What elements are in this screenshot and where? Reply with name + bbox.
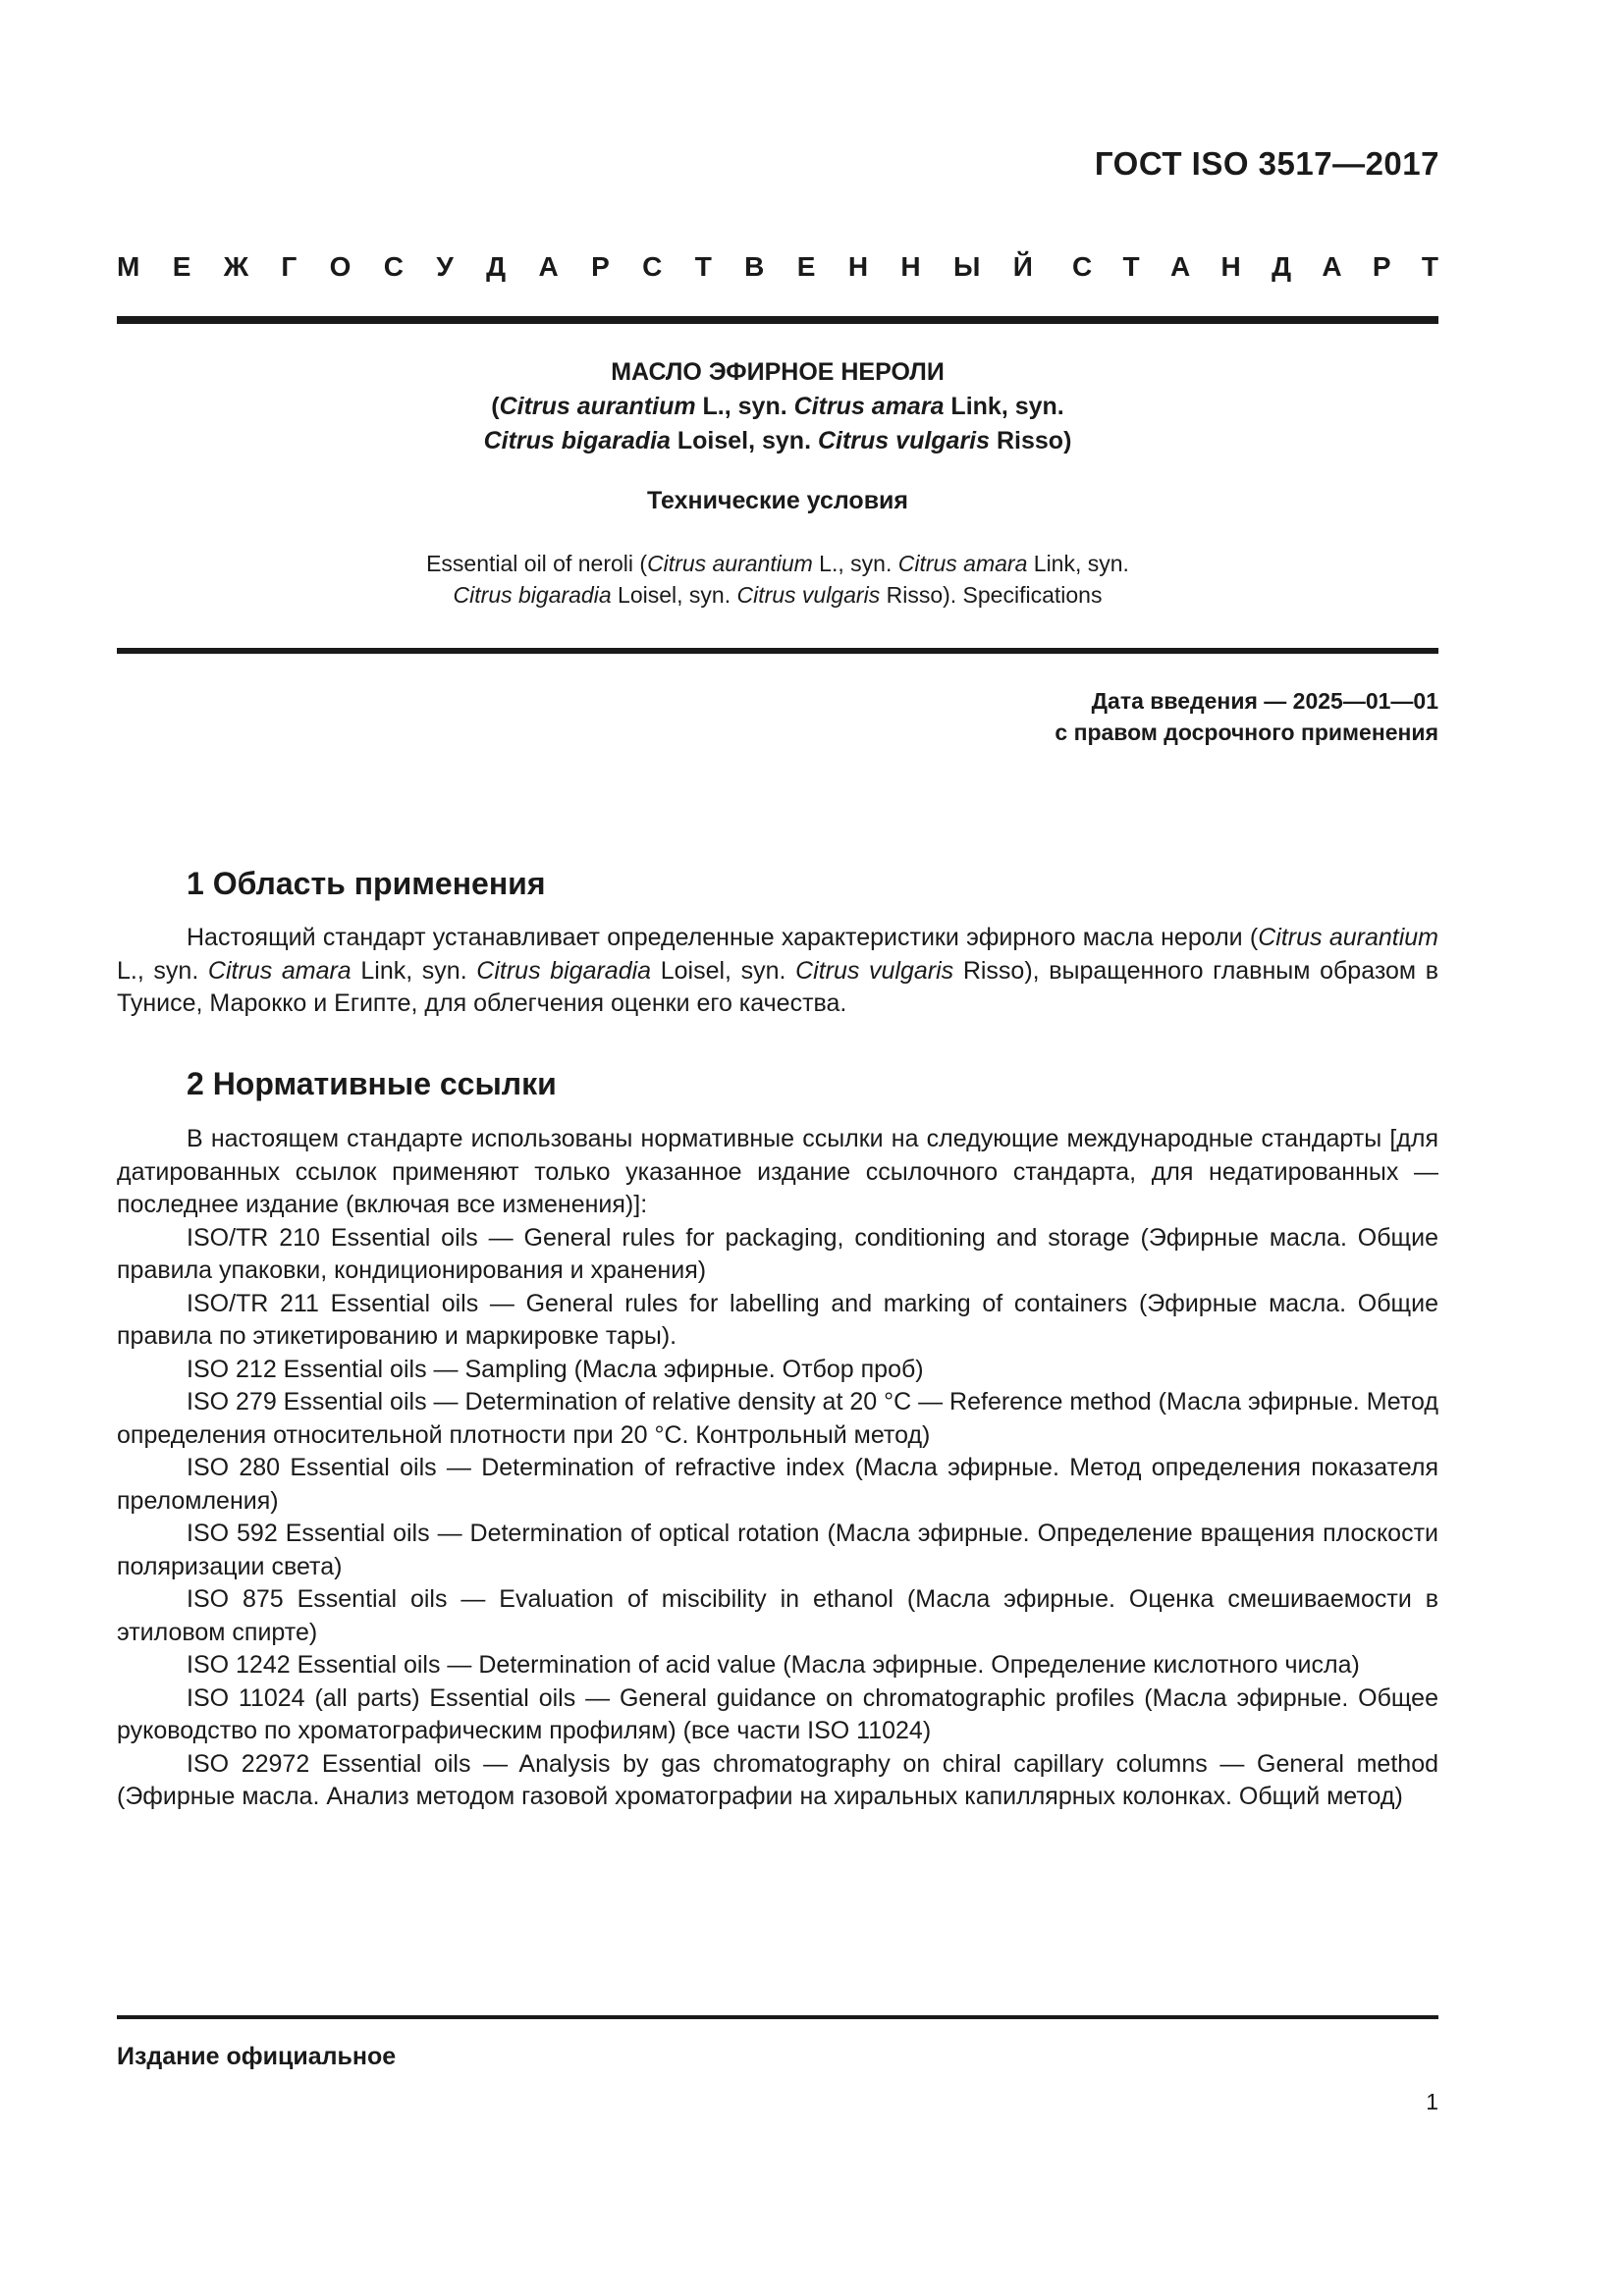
title-rule — [117, 648, 1438, 654]
title-line-2: (Citrus aurantium L., syn. Citrus amara Link, syn. — [491, 393, 1064, 420]
references-intro: В настоящем стандарте использованы нормативные ссылки на следующие международные стандарты [для датированных ссылок применяют только указанное издание ссылочного стандарта, для недатированных — последнее издание (включая все изменения)]: — [117, 1125, 1438, 1218]
species-name: Citrus vulgaris — [817, 427, 991, 454]
early-application-note: с правом досрочного применения — [1055, 720, 1438, 745]
english-title — [117, 548, 1438, 611]
standard-code: ГОСТ ISO 3517—2017 — [1094, 145, 1439, 182]
reference-item: ISO 279 Essential oils — Determination of relative density at 20 °C — Reference method (Масла эфирные. Метод определения относительной плотности при 20 °C. Контрольный метод) — [117, 1388, 1438, 1449]
official-edition-label: Издание официальное — [117, 2043, 397, 2070]
english-title-line-1: Essential oil of neroli (Citrus aurantium L., syn. Citrus amara Link, syn. — [426, 551, 1129, 576]
english-title-line-2: Citrus bigaradia Loisel, syn. Citrus vulgaris Risso). Specifications — [453, 582, 1103, 608]
header-rule — [117, 316, 1438, 324]
reference-item: ISO 22972 Essential oils — Analysis by gas chromatography on chiral capillary columns — General method (Эфирные масла. Анализ методом газовой хроматографии на хиральных капиллярных колонках. Общий метод) — [117, 1749, 1438, 1810]
page-number: 1 — [1426, 2089, 1438, 2114]
reference-item: ISO 1242 Essential oils — Determination of acid value (Масла эфирные. Определение кислотного числа) — [187, 1651, 1360, 1679]
species-name: Citrus amara — [897, 551, 1028, 576]
introduction-date — [1055, 685, 1438, 748]
scope-paragraph: Настоящий стандарт устанавливает определенные характеристики эфирного масла нероли (Citrus aurantium L., syn. Citrus amara Link, syn. Citrus bigaradia Loisel, syn. Citrus vulgaris Risso), выращенного главным образом в Тунисе, Марокко и Египте, для облегчения оценки его качества. — [117, 924, 1439, 1017]
reference-item: ISO 212 Essential oils — Sampling (Масла эфирные. Отбор проб) — [187, 1355, 924, 1383]
reference-item: ISO 11024 (all parts) Essential oils — General guidance on chromatographic profiles (Масла эфирные. Общее руководство по хроматографическим профилям) (все части ISO 11024) — [117, 1683, 1438, 1744]
species-name: Citrus amara — [793, 393, 945, 420]
reference-item: ISO 592 Essential oils — Determination of optical rotation (Масла эфирные. Определение вращения плоскости поляризации света) — [117, 1520, 1438, 1580]
section-1-heading: 1 Область применения — [187, 866, 546, 901]
reference-item: ISO/TR 211 Essential oils — General rules for labelling and marking of containers (Эфирные масла. Общие правила по этикетированию и маркировке тары). — [117, 1289, 1438, 1350]
introduction-date-line: Дата введения — 2025—01—01 — [1091, 688, 1438, 714]
title-line-1: МАСЛО ЭФИРНОЕ НЕРОЛИ — [611, 358, 945, 386]
section-2-body — [117, 1123, 1438, 1814]
title-line-3: Citrus bigaradia Loisel, syn. Citrus vulgaris Risso) — [483, 427, 1072, 454]
species-name: Citrus aurantium — [499, 393, 696, 420]
species-name: Citrus vulgaris — [736, 582, 881, 608]
species-name: Citrus bigaradia — [483, 427, 671, 454]
document-subtitle: Технические условия — [646, 487, 909, 514]
reference-item: ISO/TR 210 Essential oils — General rules for packaging, conditioning and storage (Эфирные масла. Общие правила упаковки, кондиционирования и хранения) — [117, 1223, 1438, 1284]
reference-item: ISO 280 Essential oils — Determination of refractive index (Масла эфирные. Метод определения показателя преломления) — [117, 1454, 1438, 1515]
species-name: Citrus bigaradia — [453, 582, 612, 608]
category-word-standard: С Т А Н Д А Р Т — [1072, 251, 1438, 282]
section-2-heading: 2 Нормативные ссылки — [187, 1066, 557, 1101]
section-1-body — [117, 922, 1438, 1021]
species-name: Citrus vulgaris — [795, 956, 954, 985]
species-name: Citrus aurantium — [1258, 924, 1438, 951]
reference-item: ISO 875 Essential oils — Evaluation of miscibility in ethanol (Масла эфирные. Оценка смешиваемости в этиловом спирте) — [117, 1585, 1438, 1646]
category-word-interstate: М Е Ж Г О С У Д А Р С Т В Е Н Н Ы Й — [117, 251, 1033, 282]
footer-rule — [117, 2015, 1438, 2019]
species-name: Citrus amara — [207, 956, 352, 985]
standard-category-header — [117, 251, 1438, 283]
document-title — [117, 355, 1438, 458]
species-name: Citrus bigaradia — [476, 956, 652, 985]
species-name: Citrus aurantium — [647, 551, 813, 576]
